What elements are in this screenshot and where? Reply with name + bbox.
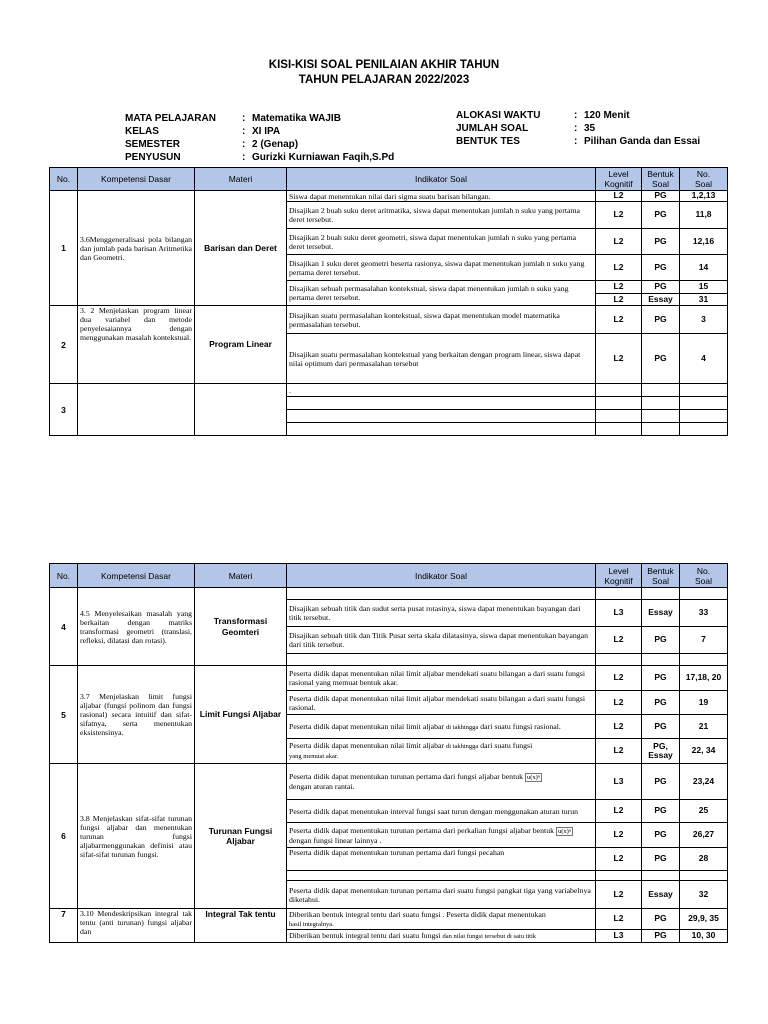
bentuk-cell: PG: [642, 229, 680, 255]
nomor-soal-cell: [680, 423, 728, 436]
nomor-soal-cell: 33: [680, 600, 728, 627]
indikator-cell: Peserta didik dapat menentukan turunan pertama dari suatu fungsi pangkat tiga yang variabelnya diketahui.: [287, 881, 596, 909]
materi-cell: Barisan dan Deret: [195, 191, 287, 306]
header-indikator-soal: Indikator Soal: [287, 168, 596, 191]
header-no: No.: [50, 168, 78, 191]
header-bentuk-line1: Bentuk: [647, 169, 674, 179]
bentuk-cell: PG: [642, 691, 680, 715]
bentuk-cell: PG: [642, 800, 680, 823]
bentuk-cell: [642, 410, 680, 423]
nomor-soal-cell: 23,24: [680, 764, 728, 800]
level-cell: L2: [596, 848, 642, 871]
header-level-kognitif: [596, 168, 642, 191]
meta-key: ALOKASI WAKTU: [456, 110, 541, 121]
bentuk-cell: PG: [642, 848, 680, 871]
bentuk-cell: PG: [642, 202, 680, 229]
indikator-cell: Disajikan 1 suku deret geometri beserta rasionya, siswa dapat menentukan jumlah n suku yang pertama deret tersebut.: [287, 255, 596, 281]
indikator-cell: [287, 423, 596, 436]
indikator-small-text: yang memuat akar.: [289, 753, 339, 760]
nomor-soal-cell: [680, 384, 728, 397]
materi-cell: Integral Tak tentu: [195, 909, 287, 943]
kompetensi-dasar-cell: 3.10 Mendeskripsikan integral tak tentu (anti turunan) fungsi aljabar dan: [78, 909, 195, 943]
indikator-text: Peserta didik dapat menentukan turunan pertama dari perkalian fungsi aljabar bentuk: [289, 825, 554, 835]
row-number: 4: [50, 588, 78, 666]
indikator-text: Diberikan bentuk integral tentu dari suatu fungsi . Peserta didik dapat menentukan: [289, 909, 546, 919]
indikator-text: Peserta didik dapat menentukan nilai limit aljabar: [289, 721, 445, 731]
header-materi: Materi: [195, 168, 287, 191]
kisi-table-1: [49, 167, 728, 436]
meta-value: 2 (Genap): [252, 139, 299, 150]
nomor-soal-cell: [680, 871, 728, 881]
bentuk-cell: PG: [642, 823, 680, 848]
meta-colon: :: [242, 139, 246, 150]
meta-row: [125, 151, 394, 164]
bentuk-cell: PG: [642, 715, 680, 739]
kompetensi-dasar-cell: 3.6Menggeneralisasi pola bilangan dan jumlah pada barisan Aritmetika dan Geometri.: [78, 191, 195, 306]
indikator-cell: .: [287, 384, 596, 397]
bentuk-cell: Essay: [642, 600, 680, 627]
table-row: [50, 764, 728, 800]
level-cell: L2: [596, 334, 642, 384]
nomor-soal-cell: 15: [680, 281, 728, 294]
header-no: No.: [50, 564, 78, 588]
bentuk-cell: PG: [642, 627, 680, 654]
level-cell: [596, 410, 642, 423]
materi-cell: [195, 384, 287, 436]
materi-cell: Transformasi Geomteri: [195, 588, 287, 666]
indikator-text: Diberikan bentuk integral tentu dari suatu fungsi: [289, 931, 441, 940]
nomor-soal-cell: 12,16: [680, 229, 728, 255]
bentuk-cell: PG: [642, 909, 680, 930]
nomor-soal-cell: 25: [680, 800, 728, 823]
formula-box: u(x)ⁿ: [557, 827, 571, 835]
indikator-cell: Disajikan suatu permasalahan kontekstual yang berkaitan dengan program linear, siswa dapat nilai optimum dari permasalahan tersebut: [287, 334, 596, 384]
level-cell: L3: [596, 930, 642, 943]
indikator-cell: [287, 764, 596, 800]
table-row: [50, 191, 728, 202]
nomor-soal-cell: 3: [680, 306, 728, 334]
level-cell: L2: [596, 229, 642, 255]
table-header-row: [50, 168, 728, 191]
nomor-soal-cell: 28: [680, 848, 728, 871]
meta-value: XI IPA: [252, 126, 281, 137]
header-level-line2: Kognitif: [604, 179, 633, 189]
meta-colon: :: [242, 152, 246, 163]
nomor-soal-cell: 17,18, 20: [680, 666, 728, 691]
level-cell: L2: [596, 191, 642, 202]
header-nosoal-line2: Soal: [694, 575, 712, 586]
level-cell: L2: [596, 281, 642, 294]
level-cell: [596, 588, 642, 600]
nomor-soal-cell: [680, 410, 728, 423]
meta-colon: :: [242, 113, 246, 124]
bentuk-cell: [642, 654, 680, 666]
bentuk-cell: [642, 397, 680, 410]
indikator-small-text: di takhingga: [445, 743, 479, 750]
bentuk-cell: PG: [642, 334, 680, 384]
table-row: [50, 306, 728, 334]
nomor-soal-cell: [680, 654, 728, 666]
nomor-soal-cell: 21: [680, 715, 728, 739]
kompetensi-dasar-cell: 3.7 Menjelaskan limit fungsi aljabar (fungsi polinom dan fungsi rasional) secara intuitif dan sifat-sifatnya, serta menentukan eksistensinya.: [78, 666, 195, 764]
meta-left: [125, 112, 394, 164]
indikator-cell: Peserta didik dapat menentukan interval fungsi saat turun dengan menggunakan aturan turun: [287, 800, 596, 823]
indikator-cell: Siswa dapat menentukan nilai dari sigma suatu barisan bilangan.: [287, 191, 596, 202]
header-no-soal: [680, 564, 728, 588]
meta-key: KELAS: [125, 126, 159, 137]
indikator-text: dengan aturan rantai.: [289, 782, 355, 791]
header-bentuk-line1: Bentuk: [647, 565, 674, 576]
header-level-line2: Kognitif: [604, 575, 633, 586]
row-number: 3: [50, 384, 78, 436]
nomor-soal-cell: 10, 30: [680, 930, 728, 943]
table-row: [50, 588, 728, 600]
indikator-text: Peserta didik dapat menentukan turunan pertama dari fungsi aljabar bentuk: [289, 772, 524, 781]
materi-cell: Program Linear: [195, 306, 287, 384]
formula-box: u(x)ⁿ: [527, 774, 540, 781]
level-cell: L2: [596, 909, 642, 930]
indikator-cell: Disajikan sebuah titik dan Titik Pusat serta skala dilatasinya, siswa dapat menentukan bayangan dari titik tersebut.: [287, 627, 596, 654]
bentuk-cell: Essay: [642, 881, 680, 909]
indikator-small-text: di takhingga: [445, 723, 479, 731]
indikator-cell: [287, 930, 596, 943]
meta-value: 35: [584, 123, 596, 134]
meta-value: Matematika WAJIB: [252, 113, 341, 124]
bentuk-cell: PG: [642, 255, 680, 281]
level-cell: L2: [596, 823, 642, 848]
level-cell: L3: [596, 764, 642, 800]
header-nosoal-line1: No.: [696, 565, 711, 576]
bentuk-cell: PG: [642, 930, 680, 943]
meta-right: [456, 109, 700, 148]
indikator-cell: Disajikan sebuah titik dan sudut serta pusat rotasinya, siswa dapat menentukan bayangan dari titik tersebut.: [287, 600, 596, 627]
nomor-soal-cell: 22, 34: [680, 739, 728, 764]
level-cell: [596, 423, 642, 436]
meta-row: [125, 138, 394, 151]
indikator-cell: Disajikan sebuah permasalahan kontekstual, siswa dapat menentukan jumlah n suku yang pertama deret tersebut.: [287, 281, 596, 306]
level-cell: [596, 654, 642, 666]
header-kompetensi-dasar: Kompetensi Dasar: [78, 564, 195, 588]
meta-row: [125, 112, 394, 125]
meta-row: [456, 135, 700, 148]
kompetensi-dasar-cell: 3.8 Menjelaskan sifat-sifat turunan fungsi aljabar dan menentukan turunan fungsi aljabarmenggunakan definisi atau sifat-sifat turunan fungsi.: [78, 764, 195, 909]
meta-value: Gurizki Kurniawan Faqih,S.Pd: [252, 152, 395, 163]
level-cell: L2: [596, 627, 642, 654]
level-cell: L2: [596, 691, 642, 715]
level-cell: L2: [596, 715, 642, 739]
header-nosoal-line1: No.: [696, 169, 711, 179]
level-cell: [596, 397, 642, 410]
indikator-cell: [287, 823, 596, 848]
indikator-cell: [287, 397, 596, 410]
table-row: [50, 666, 728, 691]
kisi-table-2: [49, 563, 728, 943]
meta-key: JUMLAH SOAL: [456, 123, 529, 134]
row-number: 5: [50, 666, 78, 764]
level-cell: L2: [596, 202, 642, 229]
indikator-text: dengan fungsi linear lainnya .: [289, 835, 382, 845]
meta-colon: :: [574, 110, 578, 121]
indikator-cell: Disajikan 2 buah suku deret geometri, siswa dapat menentukan jumlah n suku yang pertama deret tersebut.: [287, 229, 596, 255]
nomor-soal-cell: [680, 397, 728, 410]
nomor-soal-cell: 11,8: [680, 202, 728, 229]
table-header-row: [50, 564, 728, 588]
indikator-text: dari suatu fungsi: [480, 741, 533, 750]
indikator-cell: [287, 909, 596, 930]
nomor-soal-cell: 31: [680, 294, 728, 306]
row-number: 1: [50, 191, 78, 306]
header-nosoal-line2: Soal: [694, 179, 712, 189]
meta-key: BENTUK TES: [456, 136, 520, 147]
header-bentuk-line2: Soal: [651, 575, 669, 586]
level-cell: L2: [596, 881, 642, 909]
meta-colon: :: [242, 126, 246, 137]
kompetensi-dasar-cell: 4.5 Menyelesaikan masalah yang berkaitan dengan matriks transformasi geometri (translasi, refleksi, dilatasi dan rotasi).: [78, 588, 195, 666]
bentuk-cell: PG, Essay: [642, 739, 680, 764]
header-kompetensi-dasar: Kompetensi Dasar: [78, 168, 195, 191]
header-bentuk-line2: Soal: [651, 179, 669, 189]
materi-cell: Turunan Fungsi Aljabar: [195, 764, 287, 909]
indikator-cell: [287, 739, 596, 764]
row-number: 6: [50, 764, 78, 909]
document-title: KISI-KISI SOAL PENILAIAN AKHIR TAHUN: [268, 59, 500, 71]
indikator-cell: [287, 715, 596, 739]
indikator-cell: Peserta didik dapat menentukan nilai limit aljabar mendekati suatu bilangan a dari suatu fungsi rasional.: [287, 691, 596, 715]
level-cell: [596, 384, 642, 397]
indikator-cell: [287, 410, 596, 423]
indikator-cell: Peserta didik dapat menentukan turunan pertama dari fungsi pecahan: [287, 848, 596, 871]
level-cell: L3: [596, 600, 642, 627]
indikator-cell: Peserta didik dapat menentukan nilai limit aljabar mendekati suatu bilangan a dari suatu fungsi rasional yang memuat bentuk akar.: [287, 666, 596, 691]
indikator-small-text: hasil integralnya.: [289, 920, 334, 928]
table-row: [50, 384, 728, 397]
indikator-cell: [287, 588, 596, 600]
kompetensi-dasar-cell: 3. 2 Menjelaskan program linear dua variabel dan metode penyelesaiannya dengan menggunakan masalah kontekstual.: [78, 306, 195, 384]
header-indikator-soal: Indikator Soal: [287, 564, 596, 588]
bentuk-cell: PG: [642, 764, 680, 800]
meta-row: [125, 125, 394, 138]
table-row: [50, 909, 728, 930]
bentuk-cell: PG: [642, 306, 680, 334]
header-bentuk-soal: [642, 564, 680, 588]
level-cell: L2: [596, 294, 642, 306]
bentuk-cell: PG: [642, 191, 680, 202]
bentuk-cell: [642, 588, 680, 600]
meta-key: MATA PELAJARAN: [125, 113, 216, 124]
meta-colon: :: [574, 123, 578, 134]
nomor-soal-cell: 1,2,13: [680, 191, 728, 202]
meta-colon: :: [574, 136, 578, 147]
bentuk-cell: [642, 423, 680, 436]
nomor-soal-cell: 19: [680, 691, 728, 715]
level-cell: L2: [596, 255, 642, 281]
header-no-soal: [680, 168, 728, 191]
level-cell: [596, 871, 642, 881]
level-cell: L2: [596, 666, 642, 691]
indikator-cell: [287, 654, 596, 666]
indikator-cell: Disajikan 2 buah suku deret aritmatika, siswa dapat menentukan jumlah n suku yang pertama deret tersebut.: [287, 202, 596, 229]
level-cell: L2: [596, 306, 642, 334]
meta-row: [456, 109, 700, 122]
kompetensi-dasar-cell: [78, 384, 195, 436]
nomor-soal-cell: 4: [680, 334, 728, 384]
header-level-line1: Level: [608, 565, 629, 576]
row-number: 7: [50, 909, 78, 943]
nomor-soal-cell: 32: [680, 881, 728, 909]
meta-value: Pilihan Ganda dan Essai: [584, 136, 701, 147]
bentuk-cell: Essay: [642, 294, 680, 306]
indikator-text: dari suatu fungsi rasional.: [480, 721, 561, 731]
indikator-text: Peserta didik dapat menentukan nilai limit aljabar: [289, 741, 445, 750]
bentuk-cell: [642, 384, 680, 397]
bentuk-cell: [642, 871, 680, 881]
header-bentuk-soal: [642, 168, 680, 191]
meta-row: [456, 122, 700, 135]
nomor-soal-cell: 29,9, 35: [680, 909, 728, 930]
materi-cell: Limit Fungsi Aljabar: [195, 666, 287, 764]
bentuk-cell: PG: [642, 281, 680, 294]
level-cell: L2: [596, 800, 642, 823]
meta-value: 120 Menit: [584, 110, 630, 121]
meta-key: SEMESTER: [125, 139, 181, 150]
level-cell: L2: [596, 739, 642, 764]
header-level-line1: Level: [608, 169, 629, 179]
nomor-soal-cell: 26,27: [680, 823, 728, 848]
header-materi: Materi: [195, 564, 287, 588]
nomor-soal-cell: 7: [680, 627, 728, 654]
indikator-cell: [287, 871, 596, 881]
row-number: 2: [50, 306, 78, 384]
header-level-kognitif: [596, 564, 642, 588]
bentuk-cell: PG: [642, 666, 680, 691]
indikator-small-text: dan nilai fungsi tersebut di satu titik: [442, 933, 537, 940]
indikator-cell: Disajikan suatu permasalahan kontekstual, siswa dapat menentukan model matematika permasalahan tersebut.: [287, 306, 596, 334]
nomor-soal-cell: [680, 588, 728, 600]
meta-key: PENYUSUN: [125, 152, 181, 163]
document-subtitle: TAHUN PELAJARAN 2022/2023: [298, 74, 470, 86]
nomor-soal-cell: 14: [680, 255, 728, 281]
